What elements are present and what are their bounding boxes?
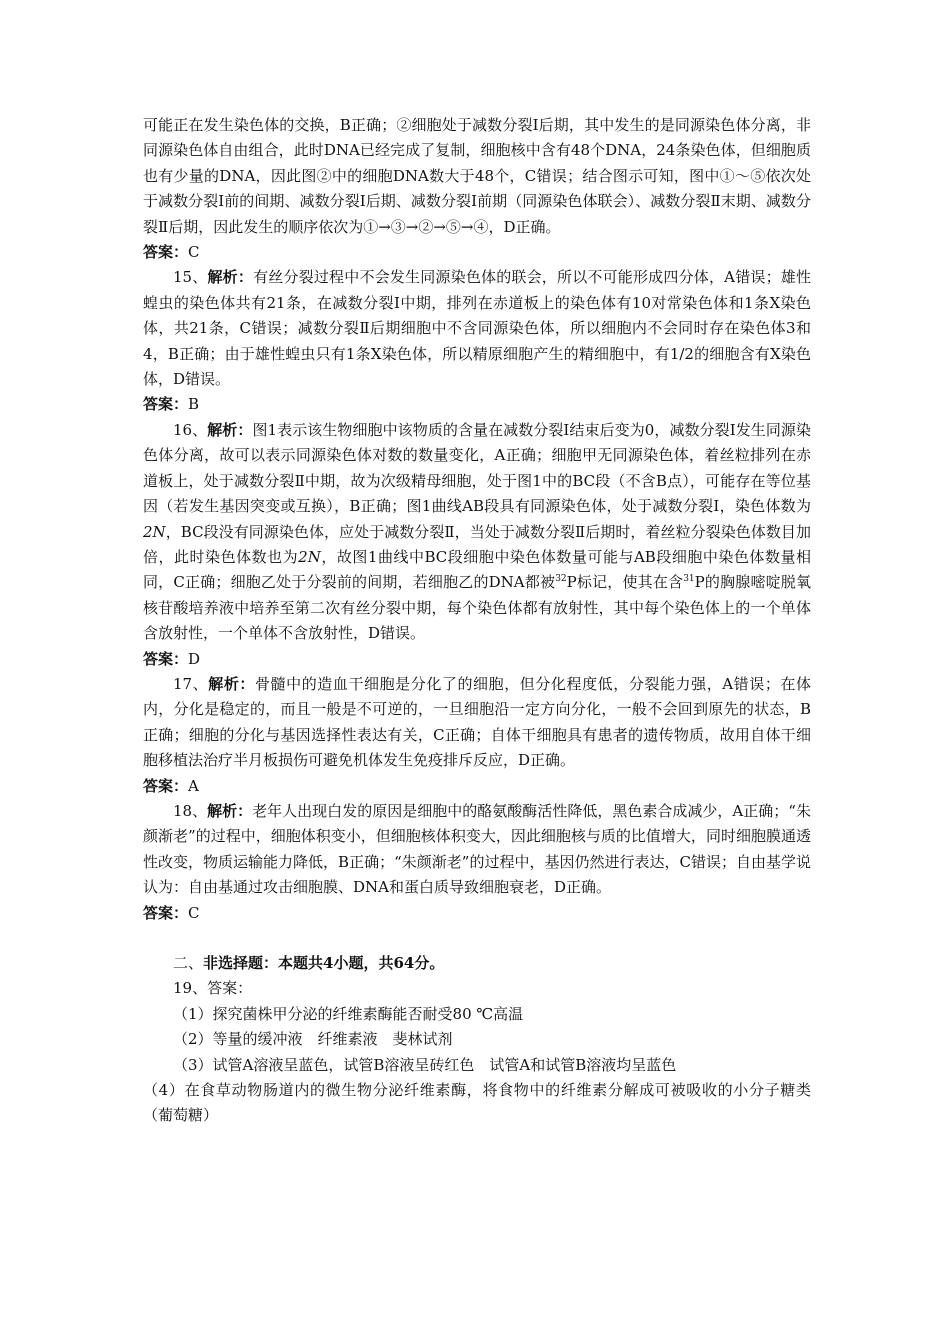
q14-answer (143, 240, 811, 265)
section-title: 非选择题：本题共4小题，共64分。 (203, 954, 445, 972)
q16-answer (143, 647, 811, 672)
section-prefix: 二、 (173, 954, 204, 972)
answer-value: C (188, 903, 200, 922)
q19-part-2: （2）等量的缓冲液 纤维素液 斐林试剂 (173, 1030, 453, 1049)
formula-2n: 2N (298, 547, 321, 566)
explanation-label: 解析： (207, 801, 253, 820)
explanation-text: P的胸腺嘧啶脱氧核苷酸培养液中培养至第二次有丝分裂中期，每个染色体都有放射性，其中每个染色体上的一个单体含放射性，一个单体不含放射性，D错误。 (143, 573, 812, 643)
explanation-text: 图1表示该生物细胞中该物质的含量在减数分裂Ⅰ结束后变为0，减数分裂Ⅰ发生同源染色体分离，故可以表示同源染色体对数的数量变化，A正确；细胞甲无同源染色体，着丝粒排列在赤道板上，处于减数分裂Ⅱ中期，故为次级精母细胞，处于图1中的BC段（不含B点），可能存在等位基因（若发生基因突变或互换），B正确；图1曲线AB段具有同源染色体，处于减数分裂Ⅰ，染色体数为 (143, 420, 811, 516)
q15-answer (143, 392, 811, 417)
answer-label: 答案： (143, 649, 189, 668)
explanation-text: 老年人出现白发的原因是细胞中的酪氨酸酶活性降低，黑色素合成减少，A正确；“朱颜渐老”的过程中，细胞体积变小，但细胞核体积变大，因此细胞核与质的比值增大，同时细胞膜通透性改变，物质运输能力降低，B正确；“朱颜渐老”的过程中，基因仍然进行表达，C错误；自由基学说认为：自由基通过攻击细胞膜、DNA和蛋白质导致细胞衰老，D正确。 (143, 801, 811, 897)
explanation-text: ，BC段没有同源染色体，应处于减数分裂Ⅱ，当处于减数分裂Ⅱ后期时，着丝粒分裂染色体数目加倍，此时染色体数也为 (143, 522, 811, 566)
q19-part-3: （3）试管A溶液呈蓝色，试管B溶液呈砖红色 试管A和试管B溶液均呈蓝色 (173, 1055, 677, 1074)
question-number: 16、 (173, 420, 208, 439)
answer-document (143, 113, 811, 1129)
formula-2n: 2N (143, 522, 166, 541)
explanation-text: ，故图1曲线中BC段细胞中染色体数量可能与AB段细胞中染色体数量相同，C正确；细胞乙处于分裂前的间期，若细胞乙的DNA都被 (143, 547, 811, 592)
explanation-text: 骨髓中的造血干细胞是分化了的细胞，但分化程度低，分裂能力强，A错误；在体内，分化是稳定的，而且一般是不可逆的，一旦细胞沿一定方向分化，一般不会回到原先的状态，B正确；细胞的分化与基因选择性表达有关，C正确；自体干细胞具有患者的遗传物质，故用自体干细胞移植法治疗半月板损伤可避免机体发生免疫排斥反应，D正确。 (143, 674, 811, 770)
question-number: 15、 (173, 268, 208, 287)
answer-label: 答案： (143, 395, 189, 414)
answer-value: A (188, 776, 199, 795)
answer-label: 答案： (143, 243, 189, 262)
question-number: 18、 (173, 801, 208, 820)
q19-part-4: （4）在食草动物肠道内的微生物分泌纤维素酶，将食物中的纤维素分解成可被吸收的小分子糖类（葡萄糖） (143, 1081, 811, 1125)
q18-answer (143, 901, 811, 926)
q17-explanation (143, 672, 811, 774)
q18-explanation (143, 799, 811, 901)
q19-part-1: （1）探究菌株甲分泌的纤维素酶能否耐受80 ℃高温 (173, 1004, 524, 1023)
explanation-label: 解析： (208, 674, 255, 693)
q16-explanation (143, 418, 811, 647)
explanation-label: 解析： (207, 268, 254, 287)
q19-heading: 19、答案： (173, 979, 253, 998)
question-number: 17、 (173, 674, 209, 693)
section-heading (143, 951, 811, 976)
q14-explanation-continued: 可能正在发生染色体的交换，B正确；②细胞处于减数分裂Ⅰ后期，其中发生的是同源染色体分离，非同源染色体自由组合，此时DNA已经完成了复制，细胞核中含有48个DNA，24条染色体，但细胞质也有少量的DNA，因此图②中的细胞DNA数大于48个，C错误；结合图示可知，图中①～⑤依次处于减数分裂Ⅰ前的间期、减数分裂Ⅰ后期、减数分裂Ⅰ前期（同源染色体联会）、减数分裂Ⅱ末期、减数分裂Ⅱ后期，因此发生的顺序依次为①→③→②→⑤→④，D正确。 (143, 116, 811, 236)
answer-value: B (188, 395, 200, 414)
explanation-text: P标记，使其在含 (566, 573, 684, 592)
answer-value: C (188, 243, 200, 262)
isotope-superscript: 32 (555, 574, 567, 585)
q15-explanation (143, 265, 811, 392)
answer-label: 答案： (143, 903, 189, 922)
q17-answer (143, 774, 811, 799)
isotope-superscript: 31 (683, 574, 695, 585)
answer-label: 答案： (143, 776, 189, 795)
answer-value: D (188, 649, 201, 668)
explanation-label: 解析： (207, 420, 253, 439)
explanation-text: 有丝分裂过程中不会发生同源染色体的联会，所以不可能形成四分体，A错误；雄性蝗虫的染色体共有21条，在减数分裂Ⅰ中期，排列在赤道板上的染色体有10对常染色体和1条X染色体，共21条，C错误；减数分裂Ⅱ后期细胞中不含同源染色体，所以细胞内不会同时存在染色体3和4，B正确；由于雄性蝗虫只有1条X染色体，所以精原细胞产生的精细胞中，有1/2的细胞含有X染色体，D错误。 (143, 268, 811, 389)
